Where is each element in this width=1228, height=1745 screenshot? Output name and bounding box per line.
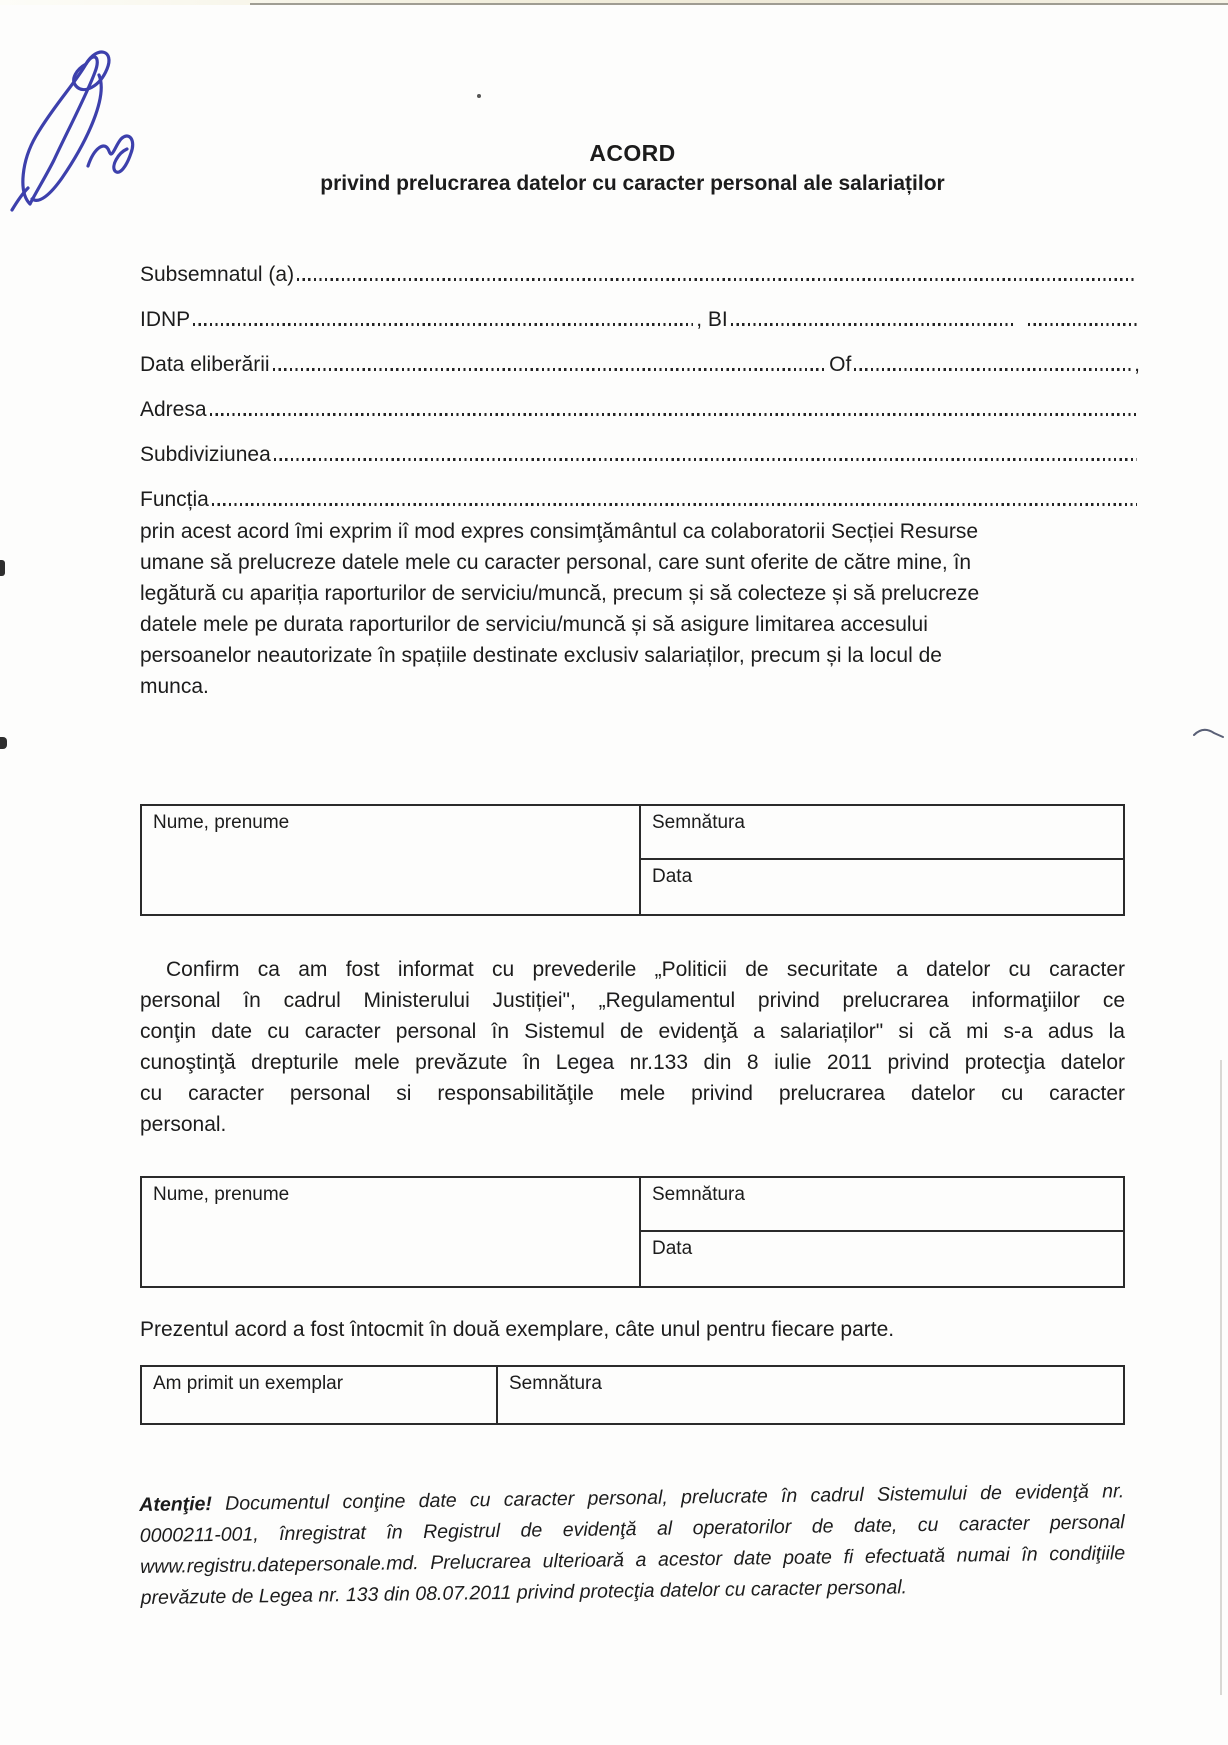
- ink-dot-artifact: [477, 94, 481, 98]
- dotted-line: [274, 458, 1137, 461]
- notice-text: Documentul conţine date cu caracter personal, prelucrate în cadrul Sistemului de evidenţă nr.: [225, 1480, 1125, 1515]
- notice-line: www.registru.datepersonale.md. Prelucrarea ulterioară a acestor date poate fi efectuată numai în condiţiile: [140, 1542, 1126, 1578]
- field-label: Of: [829, 353, 852, 376]
- table-cell-date: Data: [652, 1238, 693, 1259]
- form-fields: [140, 242, 1140, 512]
- handwritten-approval-signature: [2, 42, 152, 222]
- paragraph-line: Confirm ca am fost informat cu prevederile „Politicii de securitate a datelor cu caracter: [166, 958, 1125, 981]
- dotted-line: [297, 278, 1137, 281]
- paragraph-line: datele mele pe durata raporturilor de serviciu/muncă și să asigure limitarea accesului: [140, 613, 928, 636]
- table-cell-date: Data: [652, 866, 693, 887]
- dotted-line: [273, 368, 827, 371]
- table-cell-received: Am primit un exemplar: [142, 1367, 498, 1423]
- field-label: , BI: [696, 308, 728, 331]
- paragraph-line: prin acest acord îmi exprim iî mod expres consimţământul ca colaboratorii Secției Resurse: [140, 520, 979, 543]
- dotted-line: [210, 413, 1137, 416]
- paper-edge-shadow: [1220, 1060, 1222, 1695]
- field-data-eliberarii-of: [140, 332, 1140, 377]
- paragraph-line: munca.: [140, 675, 209, 698]
- paragraph-line: personal în cadrul Ministerului Justiției", „Regulamentul privind prelucrarea informaţiilor ce: [140, 989, 1125, 1012]
- table-cell-signature: Semnătura: [641, 806, 1123, 860]
- paragraph-line: conţin date cu caracter personal în Sistemul de evidenţă a salariaților" si că mi s-a adus la: [140, 1020, 1125, 1043]
- dotted-line: [854, 368, 1131, 371]
- table-cell-signature: Semnătura: [641, 1178, 1123, 1232]
- dotted-line: [731, 323, 1014, 326]
- paragraph-line: cunoştinţă drepturile mele prevăzute în Legea nr.133 din 8 iulie 2011 privind protecţia datelor: [140, 1051, 1125, 1074]
- pen-dash-mark: [1192, 725, 1226, 746]
- field-idnp-bi: [140, 287, 1140, 332]
- paragraph-line: cu caracter personal si responsabilităţile mele privind prelucrarea datelor cu caracter: [140, 1082, 1125, 1105]
- signature-table-2: [140, 1176, 1125, 1288]
- confirm-paragraph: [140, 954, 1125, 1140]
- field-label: Adresa: [140, 398, 207, 421]
- table-cell-name: Nume, prenume: [142, 806, 641, 914]
- attention-notice: [139, 1476, 1126, 1614]
- field-adresa: [140, 377, 1140, 422]
- paper-speck: [0, 560, 5, 576]
- consent-paragraph: [140, 516, 1125, 702]
- notice-line: prevăzute de Legea nr. 133 din 08.07.2011 privind protecţia datelor cu caracter personal.: [140, 1576, 908, 1609]
- receipt-table: [140, 1365, 1125, 1425]
- paper-speck: [0, 737, 7, 749]
- field-label: IDNP: [140, 308, 191, 331]
- paragraph-line: umane să prelucreze datele mele cu caracter personal, care sunt oferite de către mine, în: [140, 551, 972, 574]
- field-label: Funcția: [140, 488, 209, 511]
- field-label: Data eliberării: [140, 353, 270, 376]
- paragraph-line: personal.: [140, 1113, 227, 1136]
- dotted-line: [212, 503, 1137, 506]
- table-cell-signature: Semnătura: [509, 1373, 602, 1394]
- paragraph-line: persoanelor neautorizate în spațiile destinate exclusiv salariaților, precum și la locul de: [140, 644, 942, 667]
- table-cell-name: Nume, prenume: [142, 1178, 641, 1286]
- field-label: Subdiviziunea: [140, 443, 271, 466]
- signature-table-1: [140, 804, 1125, 916]
- scan-top-edge-line: [250, 3, 1228, 5]
- notice-lead: Atenţie!: [139, 1492, 213, 1517]
- trailing-comma: ,: [1134, 353, 1140, 376]
- document-title: ACORD: [589, 140, 676, 166]
- field-label: Subsemnatul (a): [140, 263, 295, 286]
- document-subtitle: privind prelucrarea datelor cu caracter personal ale salariaților: [320, 172, 945, 195]
- field-subsemnatul: [140, 242, 1140, 287]
- signature-strokes-icon: [2, 42, 152, 217]
- paragraph-line: legătură cu apariția raporturilor de serviciu/muncă, precum și să colecteze și să prelucreze: [140, 582, 980, 605]
- copies-sentence: Prezentul acord a fost întocmit în două exemplare, câte unul pentru fiecare parte.: [140, 1318, 895, 1341]
- dotted-line: [193, 323, 693, 326]
- dotted-line: [1028, 323, 1137, 326]
- notice-line: 0000211-001, înregistrat în Registrul de evidenţă al operatorilor de date, cu caracter personal: [139, 1511, 1125, 1548]
- field-functia: [140, 467, 1140, 512]
- field-subdiviziunea: [140, 422, 1140, 467]
